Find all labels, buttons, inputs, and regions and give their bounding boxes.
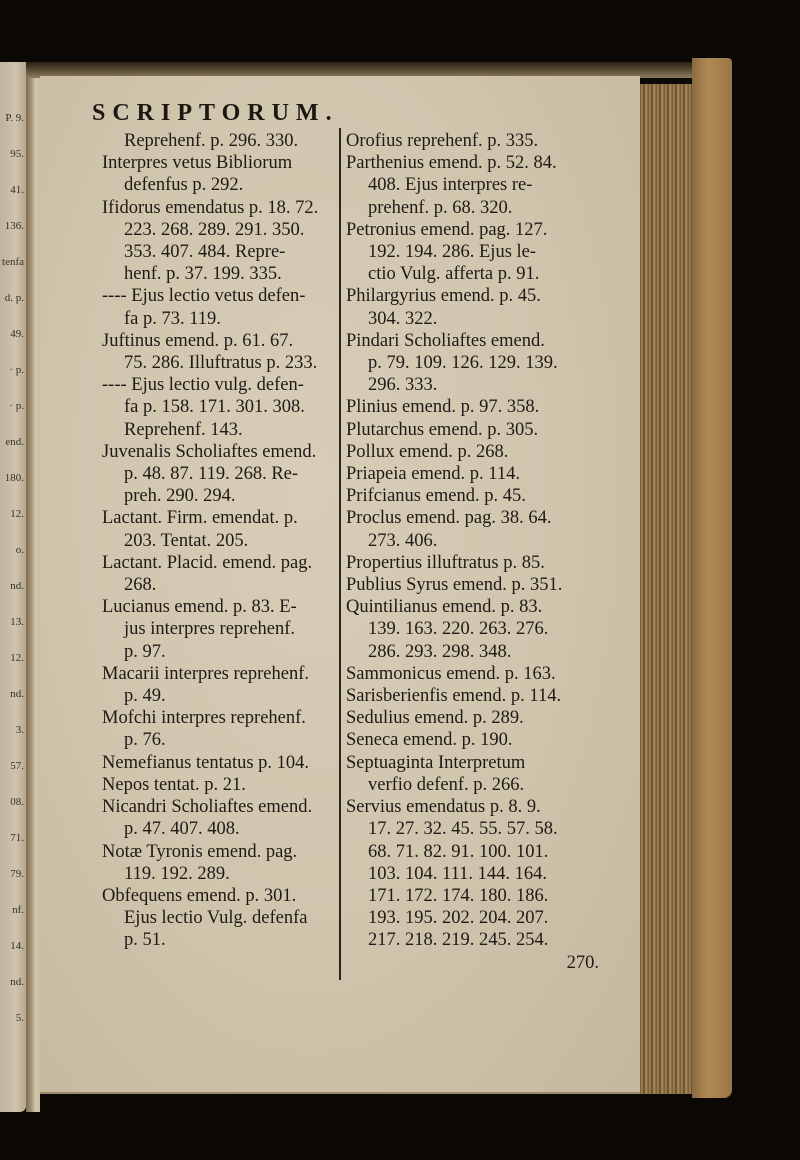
entry-continuation-line: p. 47. 407. 408. xyxy=(124,819,240,840)
previous-page-text-fragment: 12. xyxy=(10,652,24,664)
index-entry xyxy=(102,330,352,374)
previous-page-text-fragment: 49. xyxy=(10,328,24,340)
entry-continuation-line: Reprehenf. 143. xyxy=(124,419,243,440)
entry-continuation-line: 68. 71. 82. 91. 100. 101. xyxy=(368,841,549,862)
entry-heading-line: Quintilianus emend. p. 83. xyxy=(346,597,543,618)
entry-heading-line: Mofchi interpres reprehenf. xyxy=(102,708,306,729)
entry-heading-line: Plutarchus emend. p. 305. xyxy=(346,419,539,440)
index-entry xyxy=(346,441,601,463)
entry-heading-line: Proclus emend. pag. 38. 64. xyxy=(346,508,552,529)
entry-heading-line: Nemefianus tentatus p. 104. xyxy=(102,752,310,773)
entry-continuation-line: 408. Ejus interpres re- xyxy=(368,175,533,196)
previous-page-text-fragment: 71. xyxy=(10,832,24,844)
previous-page-text-fragment: 13. xyxy=(10,616,24,628)
index-entry xyxy=(346,419,601,441)
entry-continuation-line: p. 48. 87. 119. 268. Re- xyxy=(124,464,299,485)
index-entry xyxy=(102,152,352,196)
entry-continuation-line: p. 79. 109. 126. 129. 139. xyxy=(368,353,558,374)
previous-page-text-fragment: tenfa xyxy=(2,256,24,268)
page-edge-stack xyxy=(640,84,692,1094)
index-entry xyxy=(346,752,601,796)
previous-page-text-fragment: nd. xyxy=(10,688,24,700)
previous-page-text-fragment: 41. xyxy=(10,184,24,196)
index-column-right xyxy=(346,130,601,974)
index-entry xyxy=(346,685,601,707)
entry-heading-line: Prifcianus emend. p. 45. xyxy=(346,486,526,507)
index-entry xyxy=(346,663,601,685)
entry-continuation-line: p. 49. xyxy=(124,686,166,707)
entry-heading-line: Pollux emend. p. 268. xyxy=(346,441,509,462)
entry-heading-line: Sammonicus emend. p. 163. xyxy=(346,663,556,684)
entry-continuation-line: prehenf. p. 68. 320. xyxy=(368,197,513,218)
entry-heading-line: Septuaginta Interpretum xyxy=(346,752,526,773)
entry-continuation-line: 273. 406. xyxy=(368,530,438,551)
entry-continuation-line: p. 51. xyxy=(124,930,166,951)
entry-heading-line: Pindari Scholiaftes emend. xyxy=(346,330,545,351)
entry-continuation-line: henf. p. 37. 199. 335. xyxy=(124,264,282,285)
entry-heading-line: Nepos tentat. p. 21. xyxy=(102,774,246,795)
entry-continuation-line: fa p. 73. 119. xyxy=(124,308,221,329)
index-entry xyxy=(346,130,601,152)
entry-continuation-line: 353. 407. 484. Repre- xyxy=(124,242,286,263)
index-entry xyxy=(346,729,601,751)
previous-page-text-fragment: · p. xyxy=(9,364,24,376)
entry-heading-line: Philargyrius emend. p. 45. xyxy=(346,286,541,307)
entry-heading-line: Reprehenf. p. 296. 330. xyxy=(124,131,299,151)
index-entry xyxy=(346,574,601,596)
entry-continuation-line: Ejus lectio Vulg. defenfa xyxy=(124,908,308,929)
entry-heading-line: ---- Ejus lectio vetus defen- xyxy=(102,286,306,307)
previous-page-text-fragment: o. xyxy=(15,544,24,556)
running-head: SCRIPTORUM. xyxy=(92,100,339,126)
entry-continuation-line: 203. Tentat. 205. xyxy=(124,530,249,551)
previous-page-edge xyxy=(0,62,26,1112)
entry-heading-line: Macarii interpres reprehenf. xyxy=(102,663,309,684)
index-entry xyxy=(346,152,601,219)
entry-continuation-line: fa p. 158. 171. 301. 308. xyxy=(124,397,305,418)
entry-heading-line: Sedulius emend. p. 289. xyxy=(346,708,524,729)
index-entry xyxy=(346,796,601,974)
book-cover-edge xyxy=(692,58,732,1098)
index-entry xyxy=(102,796,352,840)
index-entry xyxy=(346,219,601,286)
previous-page-text-fragment: 08. xyxy=(10,796,24,808)
previous-page-text-fragment: 3. xyxy=(15,724,24,736)
index-entry xyxy=(346,596,601,663)
index-entry xyxy=(346,463,601,485)
entry-continuation-line: 286. 293. 298. 348. xyxy=(368,641,512,662)
previous-page-text-fragment: 79. xyxy=(10,868,24,880)
index-entry xyxy=(346,707,601,729)
index-entry xyxy=(102,841,352,885)
entry-continuation-line: verfio defenf. p. 266. xyxy=(368,774,525,795)
entry-continuation-line: 268. xyxy=(124,575,157,596)
entry-continuation-line: 119. 192. 289. xyxy=(124,863,230,884)
index-entry xyxy=(102,752,352,774)
previous-page-text-fragment: nd. xyxy=(10,976,24,988)
index-column-left xyxy=(102,130,352,952)
entry-heading-line: Nicandri Scholiaftes emend. xyxy=(102,797,313,818)
previous-page-text-fragment: 12. xyxy=(10,508,24,520)
index-entry xyxy=(102,441,352,508)
index-entry xyxy=(102,507,352,551)
index-entry xyxy=(346,285,601,329)
index-entry xyxy=(346,485,601,507)
entry-continuation-line: preh. 290. 294. xyxy=(124,486,236,507)
previous-page-text-fragment: 95. xyxy=(10,148,24,160)
index-entry xyxy=(346,552,601,574)
entry-continuation-line: p. 76. xyxy=(124,730,166,751)
entry-heading-line: Seneca emend. p. 190. xyxy=(346,730,513,751)
entry-continuation-line: ctio Vulg. afferta p. 91. xyxy=(368,264,540,285)
index-entry xyxy=(102,374,352,441)
entry-continuation-line: defenfus p. 292. xyxy=(124,175,244,196)
index-entry xyxy=(102,596,352,663)
entry-continuation-line: 304. 322. xyxy=(368,308,438,329)
entry-heading-line: Orofius reprehenf. p. 335. xyxy=(346,131,539,151)
previous-page-text-fragment: d. p. xyxy=(4,292,24,304)
entry-heading-line: Ifidorus emendatus p. 18. 72. xyxy=(102,197,319,218)
entry-continuation-line: p. 97. xyxy=(124,641,166,662)
entry-continuation-line: 17. 27. 32. 45. 55. 57. 58. xyxy=(368,819,558,840)
entry-continuation-line: 193. 195. 202. 204. 207. xyxy=(368,908,549,929)
entry-continuation-line: 223. 268. 289. 291. 350. xyxy=(124,219,305,240)
entry-heading-line: Lucianus emend. p. 83. E- xyxy=(102,597,297,618)
entry-heading-line: Interpres vetus Bibliorum xyxy=(102,153,293,174)
previous-page-text-fragment: P. 9. xyxy=(5,112,24,124)
entry-heading-line: Juftinus emend. p. 61. 67. xyxy=(102,330,294,351)
entry-heading-line: Priapeia emend. p. 114. xyxy=(346,464,520,485)
entry-continuation-line: 139. 163. 220. 263. 276. xyxy=(368,619,549,640)
previous-page-text-fragment: nd. xyxy=(10,580,24,592)
entry-heading-line: Propertius illuftratus p. 85. xyxy=(346,552,545,573)
entry-continuation-line: 270. xyxy=(566,952,599,973)
index-entry xyxy=(102,663,352,707)
index-entry xyxy=(102,285,352,329)
previous-page-text-fragment: end. xyxy=(5,436,24,448)
index-entry xyxy=(346,396,601,418)
entry-continuation-line: 192. 194. 286. Ejus le- xyxy=(368,242,537,263)
index-entry xyxy=(102,130,352,152)
entry-heading-line: Plinius emend. p. 97. 358. xyxy=(346,397,540,418)
entry-heading-line: Juvenalis Scholiaftes emend. xyxy=(102,441,317,462)
entry-continuation-line: 296. 333. xyxy=(368,375,438,396)
entry-heading-line: ---- Ejus lectio vulg. defen- xyxy=(102,375,304,396)
index-entry xyxy=(102,707,352,751)
index-entry xyxy=(102,197,352,286)
index-entry xyxy=(102,774,352,796)
entry-heading-line: Parthenius emend. p. 52. 84. xyxy=(346,153,557,174)
book-gutter xyxy=(26,62,40,1112)
index-entry xyxy=(102,885,352,952)
entry-heading-line: Servius emendatus p. 8. 9. xyxy=(346,797,541,818)
entry-continuation-line: 217. 218. 219. 245. 254. xyxy=(368,930,549,951)
entry-heading-line: Sarisberienfis emend. p. 114. xyxy=(346,686,562,707)
entry-heading-line: Lactant. Placid. emend. pag. xyxy=(102,552,313,573)
entry-heading-line: Petronius emend. pag. 127. xyxy=(346,219,548,240)
index-entry xyxy=(102,552,352,596)
entry-heading-line: Obfequens emend. p. 301. xyxy=(102,885,297,906)
index-entry xyxy=(346,507,601,551)
previous-page-text-fragment: 57. xyxy=(10,760,24,772)
previous-page-text-fragment: nf. xyxy=(12,904,24,916)
entry-continuation-line: 171. 172. 174. 180. 186. xyxy=(368,885,549,906)
entry-continuation-line: 75. 286. Illuftratus p. 233. xyxy=(124,353,318,374)
entry-heading-line: Notæ Tyronis emend. pag. xyxy=(102,841,298,862)
entry-heading-line: Publius Syrus emend. p. 351. xyxy=(346,575,563,596)
entry-continuation-line: 103. 104. 111. 144. 164. xyxy=(368,863,548,884)
previous-page-text-fragment: 180. xyxy=(4,472,24,484)
previous-page-text-fragment: 5. xyxy=(15,1012,24,1024)
entry-heading-line: Lactant. Firm. emendat. p. xyxy=(102,508,298,529)
previous-page-text-fragment: · p. xyxy=(9,400,24,412)
previous-page-text-fragment: 136. xyxy=(4,220,24,232)
previous-page-text-fragment: 14. xyxy=(10,940,24,952)
entry-continuation-line: jus interpres reprehenf. xyxy=(124,619,296,640)
index-entry xyxy=(346,330,601,397)
